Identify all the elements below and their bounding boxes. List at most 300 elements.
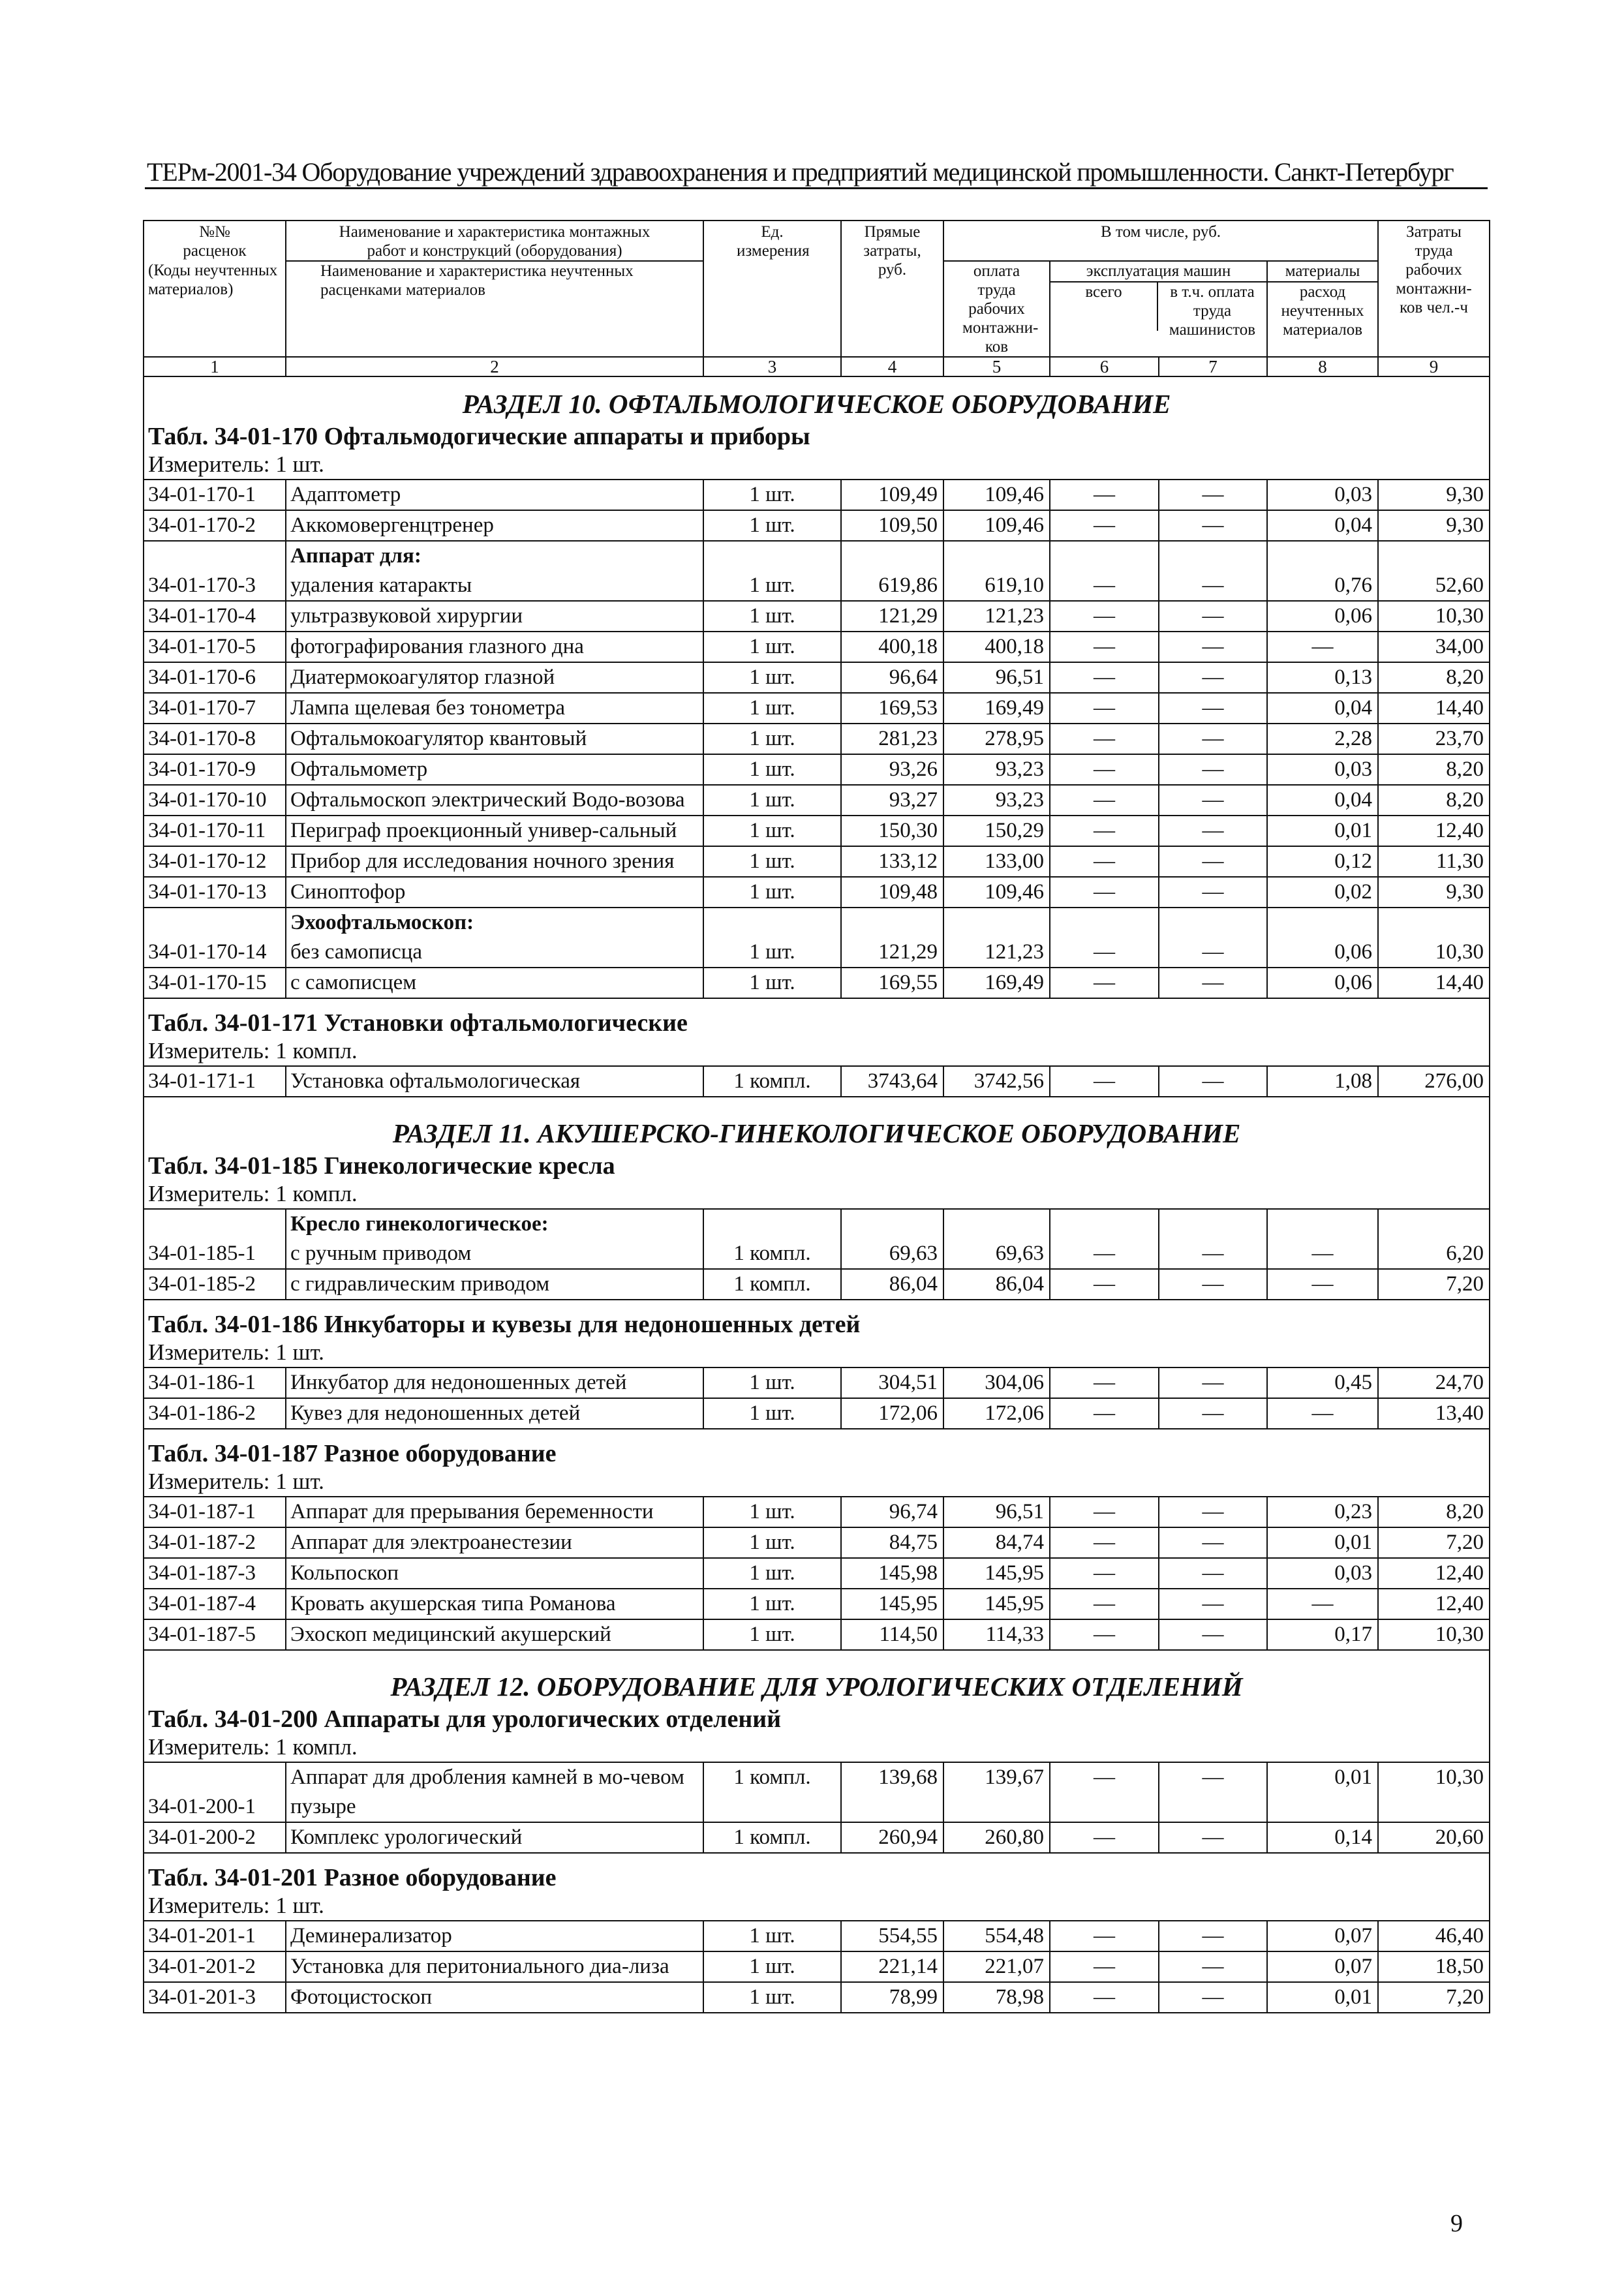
cell-name: Аппарат для электроанестезии — [286, 1527, 703, 1558]
cell-code: 34-01-171-1 — [144, 1066, 286, 1097]
col-num-9: 9 — [1378, 357, 1490, 376]
machines-wages: в т.ч. оплата труда машинистов — [1169, 283, 1256, 339]
table-row — [144, 1982, 1490, 2013]
cell-materials: 0,04 — [1267, 785, 1378, 816]
table-row — [144, 1589, 1490, 1619]
cell-labor: 52,60 — [1378, 571, 1490, 601]
cell-direct: 109,50 — [841, 510, 943, 541]
cell-mach-wages: — — [1159, 662, 1267, 693]
cell-mach-wages: — — [1159, 1619, 1267, 1650]
cell-mach-total: — — [1050, 1066, 1159, 1097]
table-gap — [144, 1650, 1490, 1660]
cell-code: 34-01-187-1 — [144, 1497, 286, 1527]
cell-name: с самописцем — [286, 968, 703, 998]
cell-unit: 1 шт. — [703, 632, 841, 662]
table-row — [144, 754, 1490, 785]
group-mach-wages — [1159, 541, 1267, 571]
cell-mach-wages: — — [1159, 846, 1267, 877]
table-title: Табл. 34-01-201 Разное оборудование — [144, 1863, 1490, 1893]
table-row — [144, 1398, 1490, 1429]
cell-mach-total: — — [1050, 571, 1159, 601]
cell-unit: 1 шт. — [703, 846, 841, 877]
cell-name: Офтальмокоагулятор квантовый — [286, 724, 703, 754]
table-row — [144, 571, 1490, 601]
group-unit — [703, 908, 841, 938]
table-body — [144, 376, 1490, 2013]
cell-unit: 1 шт. — [703, 1527, 841, 1558]
table-measure-row — [144, 1893, 1490, 1921]
table-row — [144, 1368, 1490, 1398]
cell-wages: 554,48 — [943, 1921, 1050, 1951]
cell-mach-wages: — — [1159, 1558, 1267, 1589]
cell-wages: 139,67 — [943, 1762, 1050, 1822]
cell-code: 34-01-201-2 — [144, 1951, 286, 1982]
group-direct — [841, 1209, 943, 1239]
group-row — [144, 908, 1490, 938]
table-row — [144, 877, 1490, 908]
cell-labor: 9,30 — [1378, 510, 1490, 541]
cell-mach-total: — — [1050, 1822, 1159, 1853]
section-title: РАЗДЕЛ 12. ОБОРУДОВАНИЕ ДЛЯ УРОЛОГИЧЕСКИХ ОТДЕЛЕНИЙ — [144, 1660, 1490, 1704]
cell-labor: 7,20 — [1378, 1527, 1490, 1558]
cell-materials: 0,06 — [1267, 938, 1378, 968]
cell-materials: 0,03 — [1267, 1558, 1378, 1589]
col-code-top: №№ — [199, 223, 230, 241]
table-row — [144, 601, 1490, 632]
cell-direct: 150,30 — [841, 816, 943, 846]
cell-direct: 139,68 — [841, 1762, 943, 1822]
cell-direct: 554,55 — [841, 1921, 943, 1951]
cell-labor: 24,70 — [1378, 1368, 1490, 1398]
cell-direct: 221,14 — [841, 1951, 943, 1982]
cell-wages: 278,95 — [943, 724, 1050, 754]
group-wages — [943, 908, 1050, 938]
cell-unit: 1 шт. — [703, 1558, 841, 1589]
table-row — [144, 724, 1490, 754]
cell-name: Лампа щелевая без тонометра — [286, 693, 703, 724]
cell-code: 34-01-170-5 — [144, 632, 286, 662]
section-title-row — [144, 1660, 1490, 1704]
cell-wages: 145,95 — [943, 1558, 1050, 1589]
table-measure-row — [144, 1339, 1490, 1368]
cell-wages: 93,23 — [943, 785, 1050, 816]
cell-code: 34-01-170-3 — [144, 571, 286, 601]
cell-mach-total: — — [1050, 1762, 1159, 1822]
cell-materials: 1,08 — [1267, 1066, 1378, 1097]
table-gap — [144, 1300, 1490, 1309]
cell-code: 34-01-187-3 — [144, 1558, 286, 1589]
table-gap-row — [144, 1650, 1490, 1660]
cell-unit: 1 шт. — [703, 968, 841, 998]
cell-labor: 12,40 — [1378, 1558, 1490, 1589]
cell-code: 34-01-170-13 — [144, 877, 286, 908]
cell-mach-wages: — — [1159, 1239, 1267, 1269]
cell-wages: 78,98 — [943, 1982, 1050, 2013]
col-num-3: 3 — [703, 357, 841, 376]
cell-name: Установка офтальмологическая — [286, 1066, 703, 1097]
cell-code: 34-01-170-12 — [144, 846, 286, 877]
group-label: Аппарат для: — [286, 541, 703, 571]
cell-code: 34-01-186-2 — [144, 1398, 286, 1429]
cell-materials: 0,01 — [1267, 816, 1378, 846]
table-row — [144, 1497, 1490, 1527]
cell-mach-wages: — — [1159, 632, 1267, 662]
cell-mach-wages: — — [1159, 1398, 1267, 1429]
machines-sub — [1050, 283, 1266, 339]
group-mach-total — [1050, 1209, 1159, 1239]
cell-name: Офтальмоскоп электрический Водо-возова — [286, 785, 703, 816]
col-num-4: 4 — [841, 357, 943, 376]
table-measure-row — [144, 1469, 1490, 1497]
group-labor — [1378, 541, 1490, 571]
col-wages-head: оплата труда рабочих монтажни-ков — [943, 261, 1050, 357]
cell-direct: 169,53 — [841, 693, 943, 724]
cell-direct: 304,51 — [841, 1368, 943, 1398]
table-title-row — [144, 1439, 1490, 1469]
cell-labor: 13,40 — [1378, 1398, 1490, 1429]
cell-mach-wages: — — [1159, 1269, 1267, 1300]
cell-name: Кувез для недоношенных детей — [286, 1398, 703, 1429]
table-row — [144, 1951, 1490, 1982]
cell-name: с гидравлическим приводом — [286, 1269, 703, 1300]
table-gap — [144, 1097, 1490, 1107]
cell-unit: 1 шт. — [703, 816, 841, 846]
cell-mach-wages: — — [1159, 816, 1267, 846]
cell-mach-wages: — — [1159, 1589, 1267, 1619]
table-row — [144, 1762, 1490, 1822]
cell-mach-total: — — [1050, 632, 1159, 662]
page-number: 9 — [1450, 2210, 1463, 2237]
cell-unit: 1 компл. — [703, 1066, 841, 1097]
cell-mach-total: — — [1050, 1951, 1159, 1982]
group-unit — [703, 1209, 841, 1239]
cell-labor: 8,20 — [1378, 785, 1490, 816]
cell-labor: 276,00 — [1378, 1066, 1490, 1097]
table-row — [144, 510, 1490, 541]
cell-direct: 93,27 — [841, 785, 943, 816]
cell-direct: 93,26 — [841, 754, 943, 785]
col-num-1: 1 — [144, 357, 286, 376]
cell-direct: 400,18 — [841, 632, 943, 662]
cell-wages: 121,23 — [943, 938, 1050, 968]
group-direct — [841, 541, 943, 571]
cell-materials: 0,13 — [1267, 662, 1378, 693]
group-wages — [943, 1209, 1050, 1239]
machines-total: всего — [1050, 283, 1158, 331]
cell-name: Диатермокоагулятор глазной — [286, 662, 703, 693]
cell-wages: 69,63 — [943, 1239, 1050, 1269]
cell-wages: 109,46 — [943, 877, 1050, 908]
cell-mach-wages: — — [1159, 571, 1267, 601]
table-measure-row — [144, 1181, 1490, 1209]
cell-direct: 121,29 — [841, 601, 943, 632]
cell-name: Установка для перитониального диа-лиза — [286, 1951, 703, 1982]
group-labor — [1378, 908, 1490, 938]
cell-direct: 3743,64 — [841, 1066, 943, 1097]
cell-materials: 0,04 — [1267, 693, 1378, 724]
cell-unit: 1 шт. — [703, 1368, 841, 1398]
cell-code: 34-01-187-5 — [144, 1619, 286, 1650]
col-code-head — [144, 221, 286, 261]
cell-materials: 0,06 — [1267, 601, 1378, 632]
col-name-head: Наименование и характеристика монтажных работ и конструкций (оборудования) — [286, 221, 703, 261]
cell-mach-wages: — — [1159, 877, 1267, 908]
cell-materials: 0,14 — [1267, 1822, 1378, 1853]
cell-wages: 145,95 — [943, 1589, 1050, 1619]
cell-name: фотографирования глазного дна — [286, 632, 703, 662]
table-row — [144, 693, 1490, 724]
table-row — [144, 968, 1490, 998]
cell-materials: 0,17 — [1267, 1619, 1378, 1650]
group-wages — [943, 541, 1050, 571]
col-unit-head: Ед. измерения — [703, 221, 841, 357]
table-title-row — [144, 1151, 1490, 1181]
cell-materials: 0,23 — [1267, 1497, 1378, 1527]
cell-wages: 93,23 — [943, 754, 1050, 785]
cell-mach-wages: — — [1159, 601, 1267, 632]
table-row — [144, 1558, 1490, 1589]
cell-mach-wages: — — [1159, 1066, 1267, 1097]
cell-unit: 1 компл. — [703, 1269, 841, 1300]
cell-unit: 1 шт. — [703, 693, 841, 724]
cell-materials: 0,07 — [1267, 1951, 1378, 1982]
cell-unit: 1 шт. — [703, 1921, 841, 1951]
cell-name: удаления катаракты — [286, 571, 703, 601]
cell-labor: 7,20 — [1378, 1269, 1490, 1300]
cell-direct: 145,95 — [841, 1589, 943, 1619]
cell-labor: 23,70 — [1378, 724, 1490, 754]
cell-mach-wages: — — [1159, 693, 1267, 724]
cell-materials: — — [1267, 1269, 1378, 1300]
table-gap — [144, 998, 1490, 1008]
cell-name: Кольпоскоп — [286, 1558, 703, 1589]
cell-unit: 1 шт. — [703, 785, 841, 816]
table-row — [144, 938, 1490, 968]
table-measure: Измеритель: 1 шт. — [144, 1893, 1490, 1921]
cell-unit: 1 компл. — [703, 1822, 841, 1853]
group-label: Кресло гинекологическое: — [286, 1209, 703, 1239]
col-direct-head: Прямые затраты, руб. — [841, 221, 943, 357]
cell-mach-total: — — [1050, 601, 1159, 632]
cell-mach-wages: — — [1159, 1822, 1267, 1853]
cell-mach-wages: — — [1159, 1921, 1267, 1951]
group-materials — [1267, 541, 1378, 571]
cell-unit: 1 шт. — [703, 510, 841, 541]
cell-materials: 0,04 — [1267, 510, 1378, 541]
cell-mach-total: — — [1050, 1558, 1159, 1589]
cell-labor: 18,50 — [1378, 1951, 1490, 1982]
cell-labor: 14,40 — [1378, 968, 1490, 998]
machines-label: эксплуатация машин — [1050, 262, 1266, 283]
cell-direct: 109,48 — [841, 877, 943, 908]
cell-wages: 133,00 — [943, 846, 1050, 877]
cell-labor: 11,30 — [1378, 846, 1490, 877]
group-code — [144, 1209, 286, 1239]
cell-name: Аппарат для прерывания беременности — [286, 1497, 703, 1527]
cell-direct: 169,55 — [841, 968, 943, 998]
cell-wages: 169,49 — [943, 693, 1050, 724]
cell-mach-total: — — [1050, 968, 1159, 998]
cell-wages: 114,33 — [943, 1619, 1050, 1650]
cell-unit: 1 шт. — [703, 601, 841, 632]
cell-code: 34-01-170-1 — [144, 480, 286, 510]
cell-materials: 0,45 — [1267, 1368, 1378, 1398]
cell-direct: 121,29 — [841, 938, 943, 968]
cell-name: Синоптофор — [286, 877, 703, 908]
section-title: РАЗДЕЛ 11. АКУШЕРСКО-ГИНЕКОЛОГИЧЕСКОЕ ОБОРУДОВАНИЕ — [144, 1107, 1490, 1151]
cell-mach-wages: — — [1159, 480, 1267, 510]
cell-code: 34-01-170-14 — [144, 938, 286, 968]
cell-materials: — — [1267, 632, 1378, 662]
cell-direct: 109,49 — [841, 480, 943, 510]
col-labor-head: Затраты труда рабочих монтажни-ков чел.-ч — [1378, 221, 1490, 357]
cell-code: 34-01-170-7 — [144, 693, 286, 724]
cell-materials: 0,12 — [1267, 846, 1378, 877]
cell-unit: 1 шт. — [703, 1951, 841, 1982]
group-mach-total — [1050, 541, 1159, 571]
cell-mach-wages: — — [1159, 1762, 1267, 1822]
cell-name: ультразвуковой хирургии — [286, 601, 703, 632]
cell-mach-wages: — — [1159, 754, 1267, 785]
cell-code: 34-01-170-9 — [144, 754, 286, 785]
cell-materials: 2,28 — [1267, 724, 1378, 754]
cell-mach-total: — — [1050, 1497, 1159, 1527]
cell-materials: 0,01 — [1267, 1527, 1378, 1558]
cell-labor: 12,40 — [1378, 816, 1490, 846]
cell-mach-total: — — [1050, 480, 1159, 510]
group-materials — [1267, 908, 1378, 938]
cell-materials: 0,06 — [1267, 968, 1378, 998]
cell-code: 34-01-185-1 — [144, 1239, 286, 1269]
cell-code: 34-01-185-2 — [144, 1269, 286, 1300]
table-gap-row — [144, 1097, 1490, 1107]
cell-name: без самописца — [286, 938, 703, 968]
group-row — [144, 541, 1490, 571]
table-gap-row — [144, 1429, 1490, 1439]
table-header — [144, 221, 1490, 376]
cell-direct: 114,50 — [841, 1619, 943, 1650]
cell-labor: 9,30 — [1378, 877, 1490, 908]
cell-labor: 8,20 — [1378, 1497, 1490, 1527]
cell-name: Адаптометр — [286, 480, 703, 510]
materials-used: расход неучтенных материалов — [1281, 283, 1364, 339]
cell-mach-wages: — — [1159, 785, 1267, 816]
cell-wages: 84,74 — [943, 1527, 1050, 1558]
table-title: Табл. 34-01-185 Гинекологические кресла — [144, 1151, 1490, 1181]
group-code — [144, 908, 286, 938]
cell-wages: 109,46 — [943, 510, 1050, 541]
cell-mach-wages: — — [1159, 724, 1267, 754]
section-title: РАЗДЕЛ 10. ОФТАЛЬМОЛОГИЧЕСКОЕ ОБОРУДОВАНИЕ — [144, 376, 1490, 421]
group-label: Эхоофтальмоскоп: — [286, 908, 703, 938]
cell-labor: 7,20 — [1378, 1982, 1490, 2013]
table-title: Табл. 34-01-187 Разное оборудование — [144, 1439, 1490, 1469]
cell-mach-wages: — — [1159, 510, 1267, 541]
cell-materials: 0,07 — [1267, 1921, 1378, 1951]
cell-mach-total: — — [1050, 1982, 1159, 2013]
cell-name: Аппарат для дробления камней в мо-чевом пузыре — [286, 1762, 703, 1822]
cell-code: 34-01-170-2 — [144, 510, 286, 541]
cell-unit: 1 компл. — [703, 1239, 841, 1269]
cell-wages: 3742,56 — [943, 1066, 1050, 1097]
cell-materials: — — [1267, 1589, 1378, 1619]
cell-wages: 169,49 — [943, 968, 1050, 998]
cell-wages: 150,29 — [943, 816, 1050, 846]
table-row — [144, 1921, 1490, 1951]
cell-labor: 10,30 — [1378, 601, 1490, 632]
cell-mach-wages: — — [1159, 938, 1267, 968]
cell-labor: 46,40 — [1378, 1921, 1490, 1951]
cell-unit: 1 шт. — [703, 877, 841, 908]
cell-mach-wages: — — [1159, 1951, 1267, 1982]
cell-mach-total: — — [1050, 1619, 1159, 1650]
cell-materials: 0,01 — [1267, 1762, 1378, 1822]
col-name-bottom: Наименование и характеристика неучтенных расценками материалов — [286, 261, 703, 357]
table-gap — [144, 1853, 1490, 1863]
cell-code: 34-01-201-1 — [144, 1921, 286, 1951]
cell-name: Офтальмометр — [286, 754, 703, 785]
table-title: Табл. 34-01-170 Офтальмодогические аппараты и приборы — [144, 421, 1490, 451]
table-row — [144, 1822, 1490, 1853]
col-materials-head — [1267, 261, 1378, 357]
table-row — [144, 480, 1490, 510]
col-num-8: 8 — [1267, 357, 1378, 376]
table-title-row — [144, 1704, 1490, 1734]
cell-wages: 221,07 — [943, 1951, 1050, 1982]
cell-direct: 619,86 — [841, 571, 943, 601]
cell-name: с ручным приводом — [286, 1239, 703, 1269]
cell-direct: 69,63 — [841, 1239, 943, 1269]
table-gap — [144, 1429, 1490, 1439]
cell-mach-wages: — — [1159, 968, 1267, 998]
group-code — [144, 541, 286, 571]
table-title: Табл. 34-01-186 Инкубаторы и кувезы для недоношенных детей — [144, 1309, 1490, 1339]
cell-direct: 172,06 — [841, 1398, 943, 1429]
cell-code: 34-01-170-6 — [144, 662, 286, 693]
cell-code: 34-01-201-3 — [144, 1982, 286, 2013]
cell-unit: 1 шт. — [703, 1619, 841, 1650]
cell-labor: 10,30 — [1378, 938, 1490, 968]
cell-wages: 109,46 — [943, 480, 1050, 510]
cell-name: Прибор для исследования ночного зрения — [286, 846, 703, 877]
section-title-row — [144, 1107, 1490, 1151]
cell-code: 34-01-187-4 — [144, 1589, 286, 1619]
cell-name: Эхоскоп медицинский акушерский — [286, 1619, 703, 1650]
cell-mach-total: — — [1050, 877, 1159, 908]
table-row — [144, 846, 1490, 877]
cell-labor: 6,20 — [1378, 1239, 1490, 1269]
cell-mach-total: — — [1050, 846, 1159, 877]
cell-direct: 133,12 — [841, 846, 943, 877]
table-row — [144, 632, 1490, 662]
col-num-2: 2 — [286, 357, 703, 376]
group-mach-total — [1050, 908, 1159, 938]
cell-code: 34-01-200-2 — [144, 1822, 286, 1853]
cell-name: Фотоцистоскоп — [286, 1982, 703, 2013]
table-title: Табл. 34-01-171 Установки офтальмологические — [144, 1008, 1490, 1038]
group-labor — [1378, 1209, 1490, 1239]
cell-unit: 1 шт. — [703, 1398, 841, 1429]
group-mach-wages — [1159, 908, 1267, 938]
cell-mach-total: — — [1050, 662, 1159, 693]
table-gap-row — [144, 1300, 1490, 1309]
cell-wages: 619,10 — [943, 571, 1050, 601]
cell-mach-total: — — [1050, 816, 1159, 846]
cell-mach-total: — — [1050, 754, 1159, 785]
cell-unit: 1 шт. — [703, 754, 841, 785]
price-table — [143, 220, 1490, 2013]
table-title-row — [144, 1309, 1490, 1339]
